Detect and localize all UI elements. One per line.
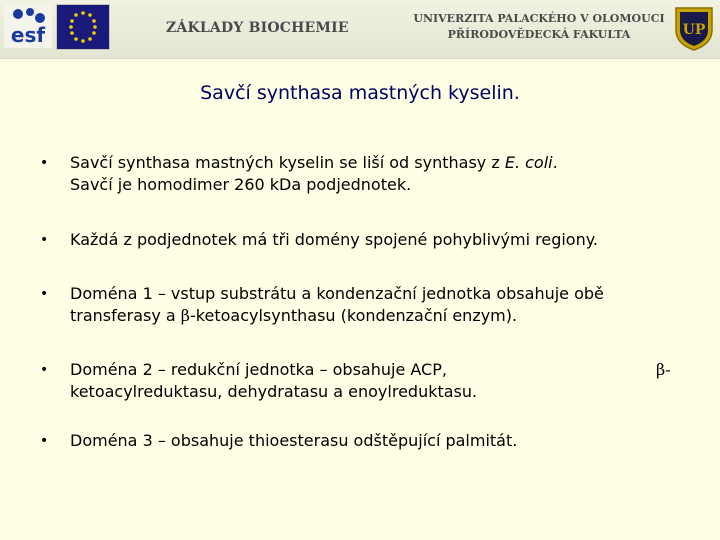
bullet-text — [70, 359, 694, 403]
bullet-marker: • — [40, 362, 49, 378]
university-crest-icon — [672, 4, 716, 52]
university-line-2: PŘÍRODOVĚDECKÁ FAKULTA — [447, 28, 631, 41]
bullet-text — [70, 430, 694, 452]
slide-title: Savčí synthasa mastných kyselin. — [200, 82, 520, 104]
esf-logo-text: esf — [10, 23, 46, 47]
bullet-line: Doména 1 – vstup substrátu a kondenzační jednotka obsahuje obě — [70, 284, 604, 303]
university-name — [410, 11, 668, 43]
bullet-line-text: transferasy a — [70, 306, 181, 325]
university-line-1: UNIVERZITA PALACKÉHO V OLOMOUCI — [413, 12, 665, 25]
bullet-marker: • — [40, 232, 49, 248]
bullet-text — [70, 229, 694, 251]
bullet-line: Savčí je homodimer 260 kDa podjednotek. — [70, 175, 412, 194]
beta-prefix: β- — [656, 360, 671, 379]
bullet-text — [70, 152, 694, 196]
beta-symbol: β — [180, 306, 191, 325]
bullet-text — [70, 283, 694, 327]
esf-logo — [4, 4, 52, 48]
italic-organism: E. coli — [504, 153, 553, 172]
course-title: ZÁKLADY BIOCHEMIE — [166, 20, 349, 36]
crest-monogram: UP — [682, 22, 706, 38]
bullet-line: Doména 3 – obsahuje thioesterasu odštěpující palmitát. — [70, 431, 518, 450]
bullet-line: ketoacylreduktasu, dehydratasu a enoylreduktasu. — [70, 382, 478, 401]
bullet-line — [70, 305, 694, 327]
bullet-line-text: -ketoacylsynthasu (kondenzační enzym). — [190, 306, 518, 325]
bullet-marker: • — [40, 433, 49, 449]
bullet-marker: • — [40, 155, 49, 171]
bullet-line-end: . — [552, 153, 558, 172]
eu-flag-icon — [56, 4, 110, 50]
header-banner — [0, 0, 720, 59]
bullet-marker: • — [40, 286, 49, 302]
bullet-line: Doména 2 – redukční jednotka – obsahuje ACP, — [70, 360, 447, 379]
bullet-line — [70, 152, 694, 174]
bullet-line: Každá z podjednotek má tři domény spojené pohyblivými regiony. — [70, 230, 598, 249]
bullet-line-text: Savčí synthasa mastných kyselin se liší od synthasy z — [70, 153, 500, 172]
